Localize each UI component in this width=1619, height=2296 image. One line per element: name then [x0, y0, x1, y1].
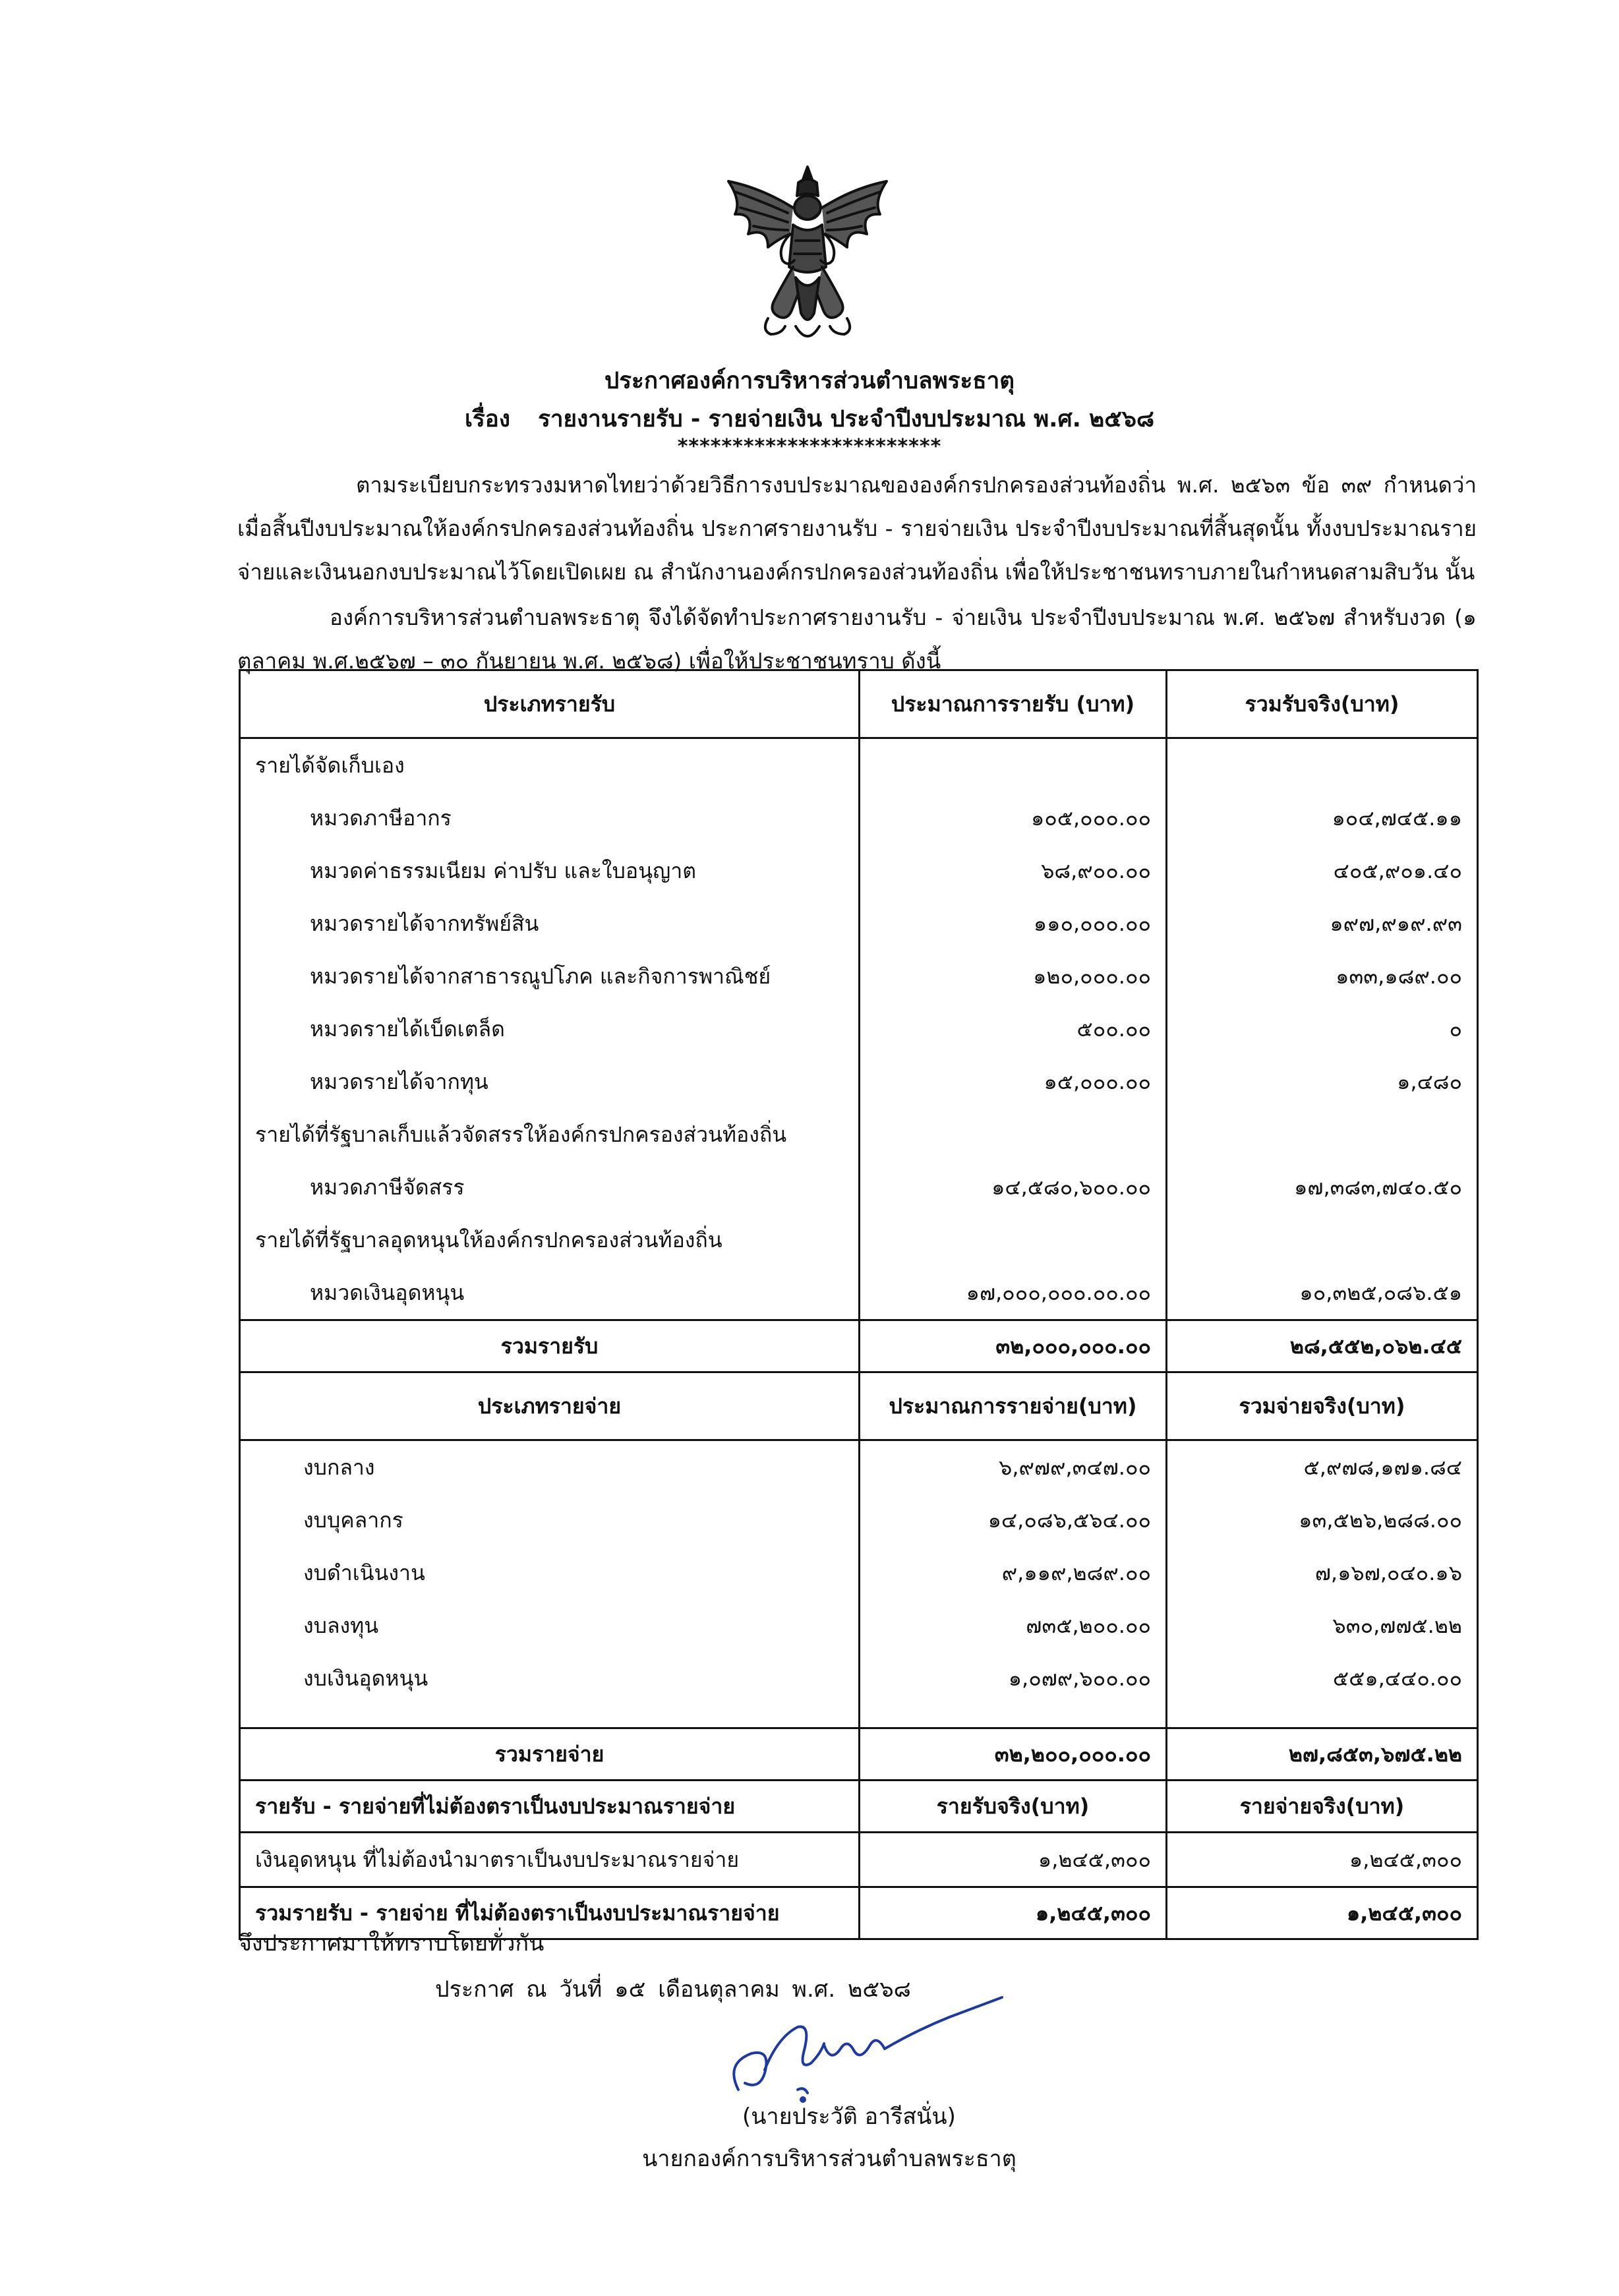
row-actual: ๑๐๔,๗๔๕.๑๑: [1167, 792, 1478, 844]
row-estimate: ๕๐๐.๐๐: [860, 1003, 1167, 1055]
income-type-header: ประเภทรายรับ: [240, 670, 860, 738]
row-actual: ๗,๑๖๗,๐๔๐.๑๖: [1167, 1546, 1478, 1599]
row-estimate: ๑๔,๐๘๖,๕๖๔.๐๐: [860, 1494, 1167, 1546]
row-actual: ๕๕๑,๔๔๐.๐๐: [1167, 1652, 1478, 1705]
table-row: [240, 950, 1478, 1003]
spacer-row: [240, 1705, 1478, 1728]
expense-total-row: [240, 1728, 1478, 1781]
row-label: หมวดรายได้จากทรัพย์สิน: [240, 897, 860, 950]
table-row: [240, 1161, 1478, 1214]
row-label: งบกลาง: [240, 1440, 860, 1494]
row-actual: ๑๓,๕๒๖,๒๘๘.๐๐: [1167, 1494, 1478, 1546]
row-label: หมวดรายได้เบ็ดเตล็ด: [240, 1003, 860, 1055]
expense-total-label: รวมรายจ่าย: [240, 1728, 860, 1781]
expense-total-actual: ๒๗,๘๕๓,๖๗๕.๒๒: [1167, 1728, 1478, 1781]
row-estimate: ๖๘,๙๐๐.๐๐: [860, 844, 1167, 897]
subject-text: รายงานรายรับ - รายจ่ายเงิน ประจำปีงบประมาณ พ.ศ. ๒๕๖๘: [538, 406, 1154, 432]
row-actual: ๖๓๐,๗๗๕.๒๒: [1167, 1599, 1478, 1652]
income-header-row: [240, 670, 1478, 738]
row-label: หมวดเงินอุดหนุน: [240, 1266, 860, 1320]
table-row: [240, 1652, 1478, 1705]
expense-estimate-header: ประมาณการรายจ่าย(บาท): [860, 1372, 1167, 1440]
row-actual: ๑๙๗,๙๑๙.๙๓: [1167, 897, 1478, 950]
row-actual: ๐: [1167, 1003, 1478, 1055]
income-group-row: [240, 1214, 1478, 1266]
row-expense: ๑,๒๔๕,๓๐๐: [1167, 1833, 1478, 1887]
income-group-row: [240, 738, 1478, 792]
paragraph-regulation: ตามระเบียบกระทรวงมหาดไทยว่าด้วยวิธีการงบประมาณขององค์กรปกครองส่วนท้องถิ่น พ.ศ. ๒๕๖๓ ข้อ ๓๙ กำหนดว่าเมื่อสิ้นปีงบประมาณให้องค์กรปกครองส่วนท้องถิ่น ประกาศรายงานรับ - รายจ่ายเงิน ประจำปีงบประมาณที่สิ้นสุดนั้น ทั้งงบประมาณรายจ่ายและเงินนอกงบประมาณไว้โดยเปิดเผย ณ สำนักงานองค์กรปกครองส่วนท้องถิ่น เพื่อให้ประชาชนทราบภายในกำหนดสามสิบวัน นั้น: [237, 472, 1477, 585]
income-group-label: รายได้ที่รัฐบาลอุดหนุนให้องค์กรปกครองส่วนท้องถิ่น: [240, 1214, 860, 1266]
row-estimate: ๑๗,๐๐๐,๐๐๐.๐๐.๐๐: [860, 1266, 1167, 1320]
offbudget-total-label: รวมรายรับ - รายจ่าย ที่ไม่ต้องตราเป็นงบประมาณรายจ่าย: [240, 1887, 860, 1939]
income-group-label: รายได้จัดเก็บเอง: [240, 738, 860, 792]
garuda-emblem-icon: [722, 162, 893, 353]
table-row: [240, 1599, 1478, 1652]
row-estimate: ๑๕,๐๐๐.๐๐: [860, 1055, 1167, 1108]
signer-name: (นายประวัติ อารีสนั่น): [742, 2104, 956, 2130]
expense-type-header: ประเภทรายจ่าย: [240, 1372, 860, 1440]
row-estimate: ๑๐๕,๐๐๐.๐๐: [860, 792, 1167, 844]
offbudget-total-income: ๑,๒๔๕,๓๐๐: [860, 1887, 1167, 1939]
expense-actual-header: รวมจ่ายจริง(บาท): [1167, 1372, 1478, 1440]
closing-announcement: จึงประกาศมาให้ทราบโดยทั่วกัน: [239, 1930, 545, 1957]
row-label: งบบุคลากร: [240, 1494, 860, 1546]
row-estimate: ๑,๐๗๙,๖๐๐.๐๐: [860, 1652, 1167, 1705]
row-actual: ๑,๔๘๐: [1167, 1055, 1478, 1108]
separator-stars: ************************: [677, 435, 942, 458]
row-label: งบดำเนินงาน: [240, 1546, 860, 1599]
offbudget-header-row: [240, 1781, 1478, 1833]
signature-icon: [699, 1991, 1009, 2103]
announcement-title: ประกาศองค์การบริหารส่วนตำบลพระธาตุ: [604, 368, 1015, 394]
row-estimate: ๑๑๐,๐๐๐.๐๐: [860, 897, 1167, 950]
row-actual: ๑๐,๓๒๕,๐๘๖.๕๑: [1167, 1266, 1478, 1320]
table-row: [240, 1833, 1478, 1887]
expense-total-estimate: ๓๒,๒๐๐,๐๐๐.๐๐: [860, 1728, 1167, 1781]
offbudget-total-expense: ๑,๒๔๕,๓๐๐: [1167, 1887, 1478, 1939]
row-income: ๑,๒๔๕,๓๐๐: [860, 1833, 1167, 1887]
announcement-date: ประกาศ ณ วันที่ ๑๕ เดือนตุลาคม พ.ศ. ๒๕๖๘: [435, 1976, 911, 2003]
income-group-label: รายได้ที่รัฐบาลเก็บแล้วจัดสรรให้องค์กรปกครองส่วนท้องถิ่น: [240, 1108, 860, 1161]
row-label: หมวดรายได้จากสาธารณูปโภค และกิจการพาณิชย์: [240, 950, 860, 1003]
row-label: งบเงินอุดหนุน: [240, 1652, 860, 1705]
table-row: [240, 1494, 1478, 1546]
table-row: [240, 792, 1478, 844]
row-estimate: ๑๒๐,๐๐๐.๐๐: [860, 950, 1167, 1003]
row-actual: ๔๐๕,๙๐๑.๔๐: [1167, 844, 1478, 897]
income-total-estimate: ๓๒,๐๐๐,๐๐๐.๐๐: [860, 1320, 1167, 1372]
row-label: เงินอุดหนุน ที่ไม่ต้องนำมาตราเป็นงบประมาณรายจ่าย: [240, 1833, 860, 1887]
offbudget-type-header: รายรับ - รายจ่ายที่ไม่ต้องตราเป็นงบประมาณรายจ่าย: [240, 1781, 860, 1833]
row-actual: ๕,๙๗๘,๑๗๑.๘๔: [1167, 1440, 1478, 1494]
table-row: [240, 844, 1478, 897]
expense-header-row: [240, 1372, 1478, 1440]
table-row: [240, 1003, 1478, 1055]
income-total-row: [240, 1320, 1478, 1372]
income-actual-header: รวมรับจริง(บาท): [1167, 670, 1478, 738]
income-total-label: รวมรายรับ: [240, 1320, 860, 1372]
announcement-subject: [0, 401, 1619, 437]
income-total-actual: ๒๘,๕๕๒,๐๖๒.๔๕: [1167, 1320, 1478, 1372]
row-label: งบลงทุน: [240, 1599, 860, 1652]
table-row: [240, 1055, 1478, 1108]
paragraph-report-intro: องค์การบริหารส่วนตำบลพระธาตุ จึงได้จัดทำประกาศรายงานรับ - จ่ายเงิน ประจำปีงบประมาณ พ.ศ. ๒๕๖๗ สำหรับงวด (๑ ตุลาคม พ.ศ.๒๕๖๗ – ๓๐ กันยายน พ.ศ. ๒๕๖๘) เพื่อให้ประชาชนทราบ ดังนี้: [237, 604, 1477, 674]
row-label: หมวดรายได้จากทุน: [240, 1055, 860, 1108]
row-estimate: ๖,๙๗๙,๓๔๗.๐๐: [860, 1440, 1167, 1494]
table-row: [240, 897, 1478, 950]
table-row: [240, 1546, 1478, 1599]
offbudget-expense-header: รายจ่ายจริง(บาท): [1167, 1781, 1478, 1833]
row-label: หมวดค่าธรรมเนียม ค่าปรับ และใบอนุญาต: [240, 844, 860, 897]
row-estimate: ๗๓๕,๒๐๐.๐๐: [860, 1599, 1167, 1652]
table-row: [240, 1266, 1478, 1320]
row-label: หมวดภาษีอากร: [240, 792, 860, 844]
offbudget-income-header: รายรับจริง(บาท): [860, 1781, 1167, 1833]
row-estimate: ๑๔,๕๘๐,๖๐๐.๐๐: [860, 1161, 1167, 1214]
table-row: [240, 1440, 1478, 1494]
row-label: หมวดภาษีจัดสรร: [240, 1161, 860, 1214]
budget-report-table: [239, 669, 1479, 1940]
subject-label: เรื่อง: [465, 406, 510, 432]
income-group-row: [240, 1108, 1478, 1161]
income-estimate-header: ประมาณการรายรับ (บาท): [860, 670, 1167, 738]
row-actual: ๑๓๓,๑๘๙.๐๐: [1167, 950, 1478, 1003]
row-actual: ๑๗,๓๘๓,๗๔๐.๕๐: [1167, 1161, 1478, 1214]
signer-position: นายกองค์การบริหารส่วนตำบลพระธาตุ: [642, 2146, 1016, 2172]
row-estimate: ๙,๑๑๙,๒๘๙.๐๐: [860, 1546, 1167, 1599]
